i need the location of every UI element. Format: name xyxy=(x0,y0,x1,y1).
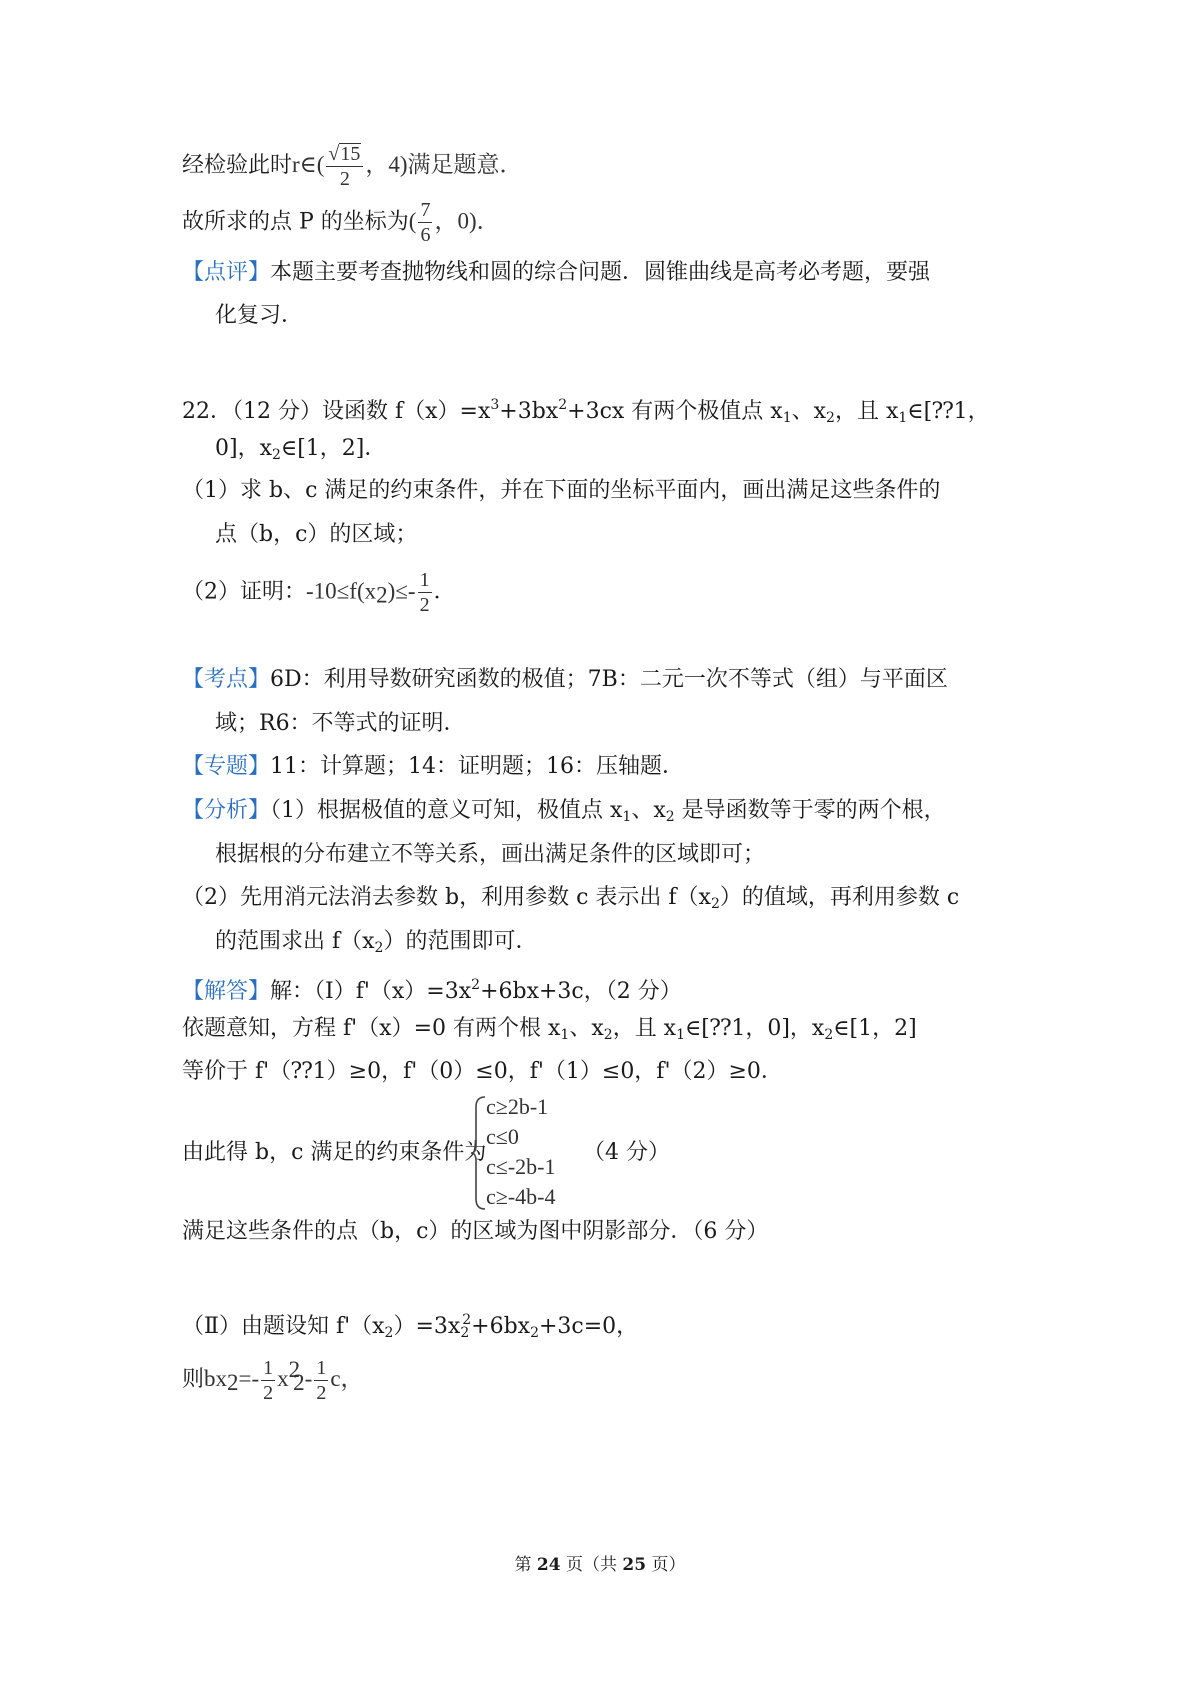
text: 、x xyxy=(631,798,666,823)
sup: 3 xyxy=(490,397,500,413)
constraint-1: c≥2b-1 xyxy=(486,1094,549,1119)
fraction-sqrt15-over-2: $\frac{√15}{2}$ xyxy=(326,143,363,189)
text: 解：（Ⅰ）f'（x）=3x xyxy=(270,979,472,1004)
question-22-line1 xyxy=(182,390,990,433)
sup: 2 xyxy=(288,1357,301,1382)
text: 是导函数等于零的两个根， xyxy=(674,798,946,823)
numerator: 1 xyxy=(316,1356,327,1379)
tag-zhuanti: 【专题】 xyxy=(182,754,271,779)
sub: 2 xyxy=(710,896,720,912)
math: -10≤f(x xyxy=(306,578,377,604)
math: )≤- xyxy=(387,578,416,604)
text: ，且 x xyxy=(612,1016,677,1041)
paren: ( xyxy=(408,208,417,234)
text: 本题主要考查抛物线和圆的综合问题．圆锥曲线是高考必考题，要强 xyxy=(270,260,931,285)
math-r: r∈ xyxy=(292,152,317,177)
text: +3c=0， xyxy=(539,1314,639,1339)
text: （Ⅱ）由题设知 f'（x xyxy=(182,1314,385,1339)
text: 根据根的分布建立不等关系，画出满足条件的区域即可； xyxy=(215,842,766,867)
line-fenxi-part2-cont xyxy=(215,927,537,963)
text: 故所求的点 P 的坐标为 xyxy=(182,209,409,235)
line-fenxi-cont xyxy=(215,840,765,870)
text: （1）求 b、c 满足的约束条件，并在下面的坐标平面内，画出满足这些条件的 xyxy=(182,478,941,503)
line-fenxi-part2 xyxy=(182,883,959,919)
text: ． xyxy=(433,579,456,605)
sub: 2 xyxy=(272,447,281,463)
denominator: 2 xyxy=(419,594,430,616)
fraction-1-over-2 xyxy=(418,570,432,615)
text: +6bx+3c，（2 分） xyxy=(480,979,682,1004)
text: 、x xyxy=(791,399,827,424)
sub: 2 xyxy=(665,809,675,825)
sup: 2 xyxy=(471,977,481,993)
math: bx xyxy=(204,1366,228,1391)
constraint-2: c≤0 xyxy=(486,1124,519,1149)
text: ∈[⁇1， xyxy=(907,399,990,424)
sub: 2 xyxy=(603,1027,613,1043)
text: 点（b，c）的区域； xyxy=(215,522,418,547)
sub: 2 xyxy=(376,582,388,608)
numerator: 7 xyxy=(420,199,431,221)
line-kaodian-cont xyxy=(215,709,466,739)
text: 0]，x xyxy=(215,436,272,461)
denominator: 6 xyxy=(420,224,431,246)
text: 6D：利用导数研究函数的极值；7B：二元一次不等式（组）与平面区 xyxy=(270,667,948,692)
line-point-p xyxy=(182,200,500,245)
fraction-7-over-6 xyxy=(418,200,432,245)
text: +3bx xyxy=(499,399,559,424)
text: 满足这些条件的点（b，c）的区域为图中阴影部分．（6 分） xyxy=(182,1219,769,1244)
question-22-line2 xyxy=(215,434,386,470)
constraint-3: c≤-2b-1 xyxy=(486,1154,556,1179)
sub: 2 xyxy=(374,940,384,956)
text: 的范围求出 f（x xyxy=(215,929,375,954)
line-constraints xyxy=(182,1138,486,1168)
text: 22．（12 分）设函数 f（x）=x xyxy=(182,399,491,424)
line-part2-2 xyxy=(182,1355,364,1403)
text: ∈[⁇1，0]，x xyxy=(685,1016,825,1041)
text: ）的值域，再利用参数 c xyxy=(719,885,960,910)
text: 经检验此时 xyxy=(182,153,293,178)
page-total: 25 xyxy=(622,1555,647,1575)
constraint-4: c≥-4b-4 xyxy=(486,1184,556,1209)
tag-comment: 【点评】 xyxy=(182,260,271,285)
text: （2）证明： xyxy=(182,579,306,605)
text: （1）根据极值的意义可知，极值点 x xyxy=(270,798,623,823)
sqrt-value: 15 xyxy=(340,143,361,165)
page-number: 24 xyxy=(536,1555,561,1575)
text: 则 xyxy=(182,1367,205,1392)
line-kaodian xyxy=(182,665,948,695)
line-part2-1 xyxy=(182,1305,638,1348)
sub: 2 xyxy=(460,1325,470,1341)
text: ，且 x xyxy=(834,399,899,424)
sub: 1 xyxy=(898,410,908,426)
sup: 2 xyxy=(558,397,568,413)
text: +3cx 有两个极值点 x xyxy=(567,399,783,424)
sub: 2 xyxy=(824,1027,834,1043)
sub: 1 xyxy=(622,809,632,825)
sub: 1 xyxy=(782,410,792,426)
line-solution-1 xyxy=(182,1014,917,1050)
line-comment-cont xyxy=(215,301,303,331)
text: 由此得 b，c 满足的约束条件为 xyxy=(182,1140,487,1165)
tag-jieda: 【解答】 xyxy=(182,979,271,1004)
fraction-1-over-2 xyxy=(314,1358,328,1403)
text: c， xyxy=(330,1366,364,1391)
math: - xyxy=(304,1366,313,1391)
text: ，0)． xyxy=(434,208,500,234)
sub: 2 xyxy=(227,1370,239,1395)
denominator: 2 xyxy=(263,1381,274,1404)
text: 等价于 f'（⁇1）≥0，f'（0）≤0，f'（1）≤0，f'（2）≥0． xyxy=(182,1059,783,1084)
question-22-part1-cont xyxy=(215,520,417,550)
sub: 1 xyxy=(676,1027,686,1043)
denominator: 2 xyxy=(316,1381,327,1404)
text: ）的范围即可． xyxy=(383,929,538,954)
tag-fenxi: 【分析】 xyxy=(182,798,271,823)
text: +6bx xyxy=(471,1314,531,1339)
text: 依题意知，方程 f'（x）=0 有两个根 x xyxy=(182,1016,561,1041)
line-zhuanti xyxy=(182,752,684,782)
line-check xyxy=(182,143,523,189)
sub: 2 xyxy=(293,1370,305,1395)
fraction-1-over-2 xyxy=(261,1358,275,1403)
question-22-part2 xyxy=(182,570,456,615)
text: 页（共 xyxy=(560,1555,623,1575)
text: 11：计算题；14：证明题；16：压轴题． xyxy=(270,754,684,779)
numerator: 1 xyxy=(419,569,430,591)
text: （4 分） xyxy=(583,1140,670,1165)
denominator: 2 xyxy=(326,166,363,189)
math: =- xyxy=(238,1366,260,1391)
sub: 2 xyxy=(826,410,835,426)
sup: 2 xyxy=(462,1312,472,1328)
text: 域；R6：不等式的证明． xyxy=(215,711,466,736)
text: ∈[1，2] xyxy=(833,1016,917,1041)
line-solution-region xyxy=(182,1217,768,1247)
text: 、x xyxy=(569,1016,604,1041)
question-22-part1 xyxy=(182,476,940,506)
sub: 2 xyxy=(384,1325,394,1341)
tag-kaodian: 【考点】 xyxy=(182,667,271,692)
text: ，4)满足题意． xyxy=(365,152,523,177)
sub: 1 xyxy=(560,1027,570,1043)
constraint-system xyxy=(470,1093,590,1213)
line-jieda xyxy=(182,970,682,1007)
text: ）=3x xyxy=(393,1314,461,1339)
text: ∈[1，2]． xyxy=(280,436,387,461)
text: 第 xyxy=(514,1555,537,1575)
text: 化复习． xyxy=(215,303,304,328)
line-constraints-score xyxy=(583,1138,670,1168)
numerator: 1 xyxy=(263,1356,274,1379)
text: （2）先用消元法消去参数 b，利用参数 c 表示出 f（x xyxy=(182,885,711,910)
line-comment xyxy=(182,258,930,288)
line-solution-2 xyxy=(182,1057,783,1087)
text: 页） xyxy=(646,1555,686,1575)
math: x xyxy=(277,1366,289,1391)
page-footer xyxy=(0,1550,1200,1575)
paren: ( xyxy=(316,152,325,177)
line-fenxi xyxy=(182,796,946,832)
sub: 2 xyxy=(530,1325,539,1341)
